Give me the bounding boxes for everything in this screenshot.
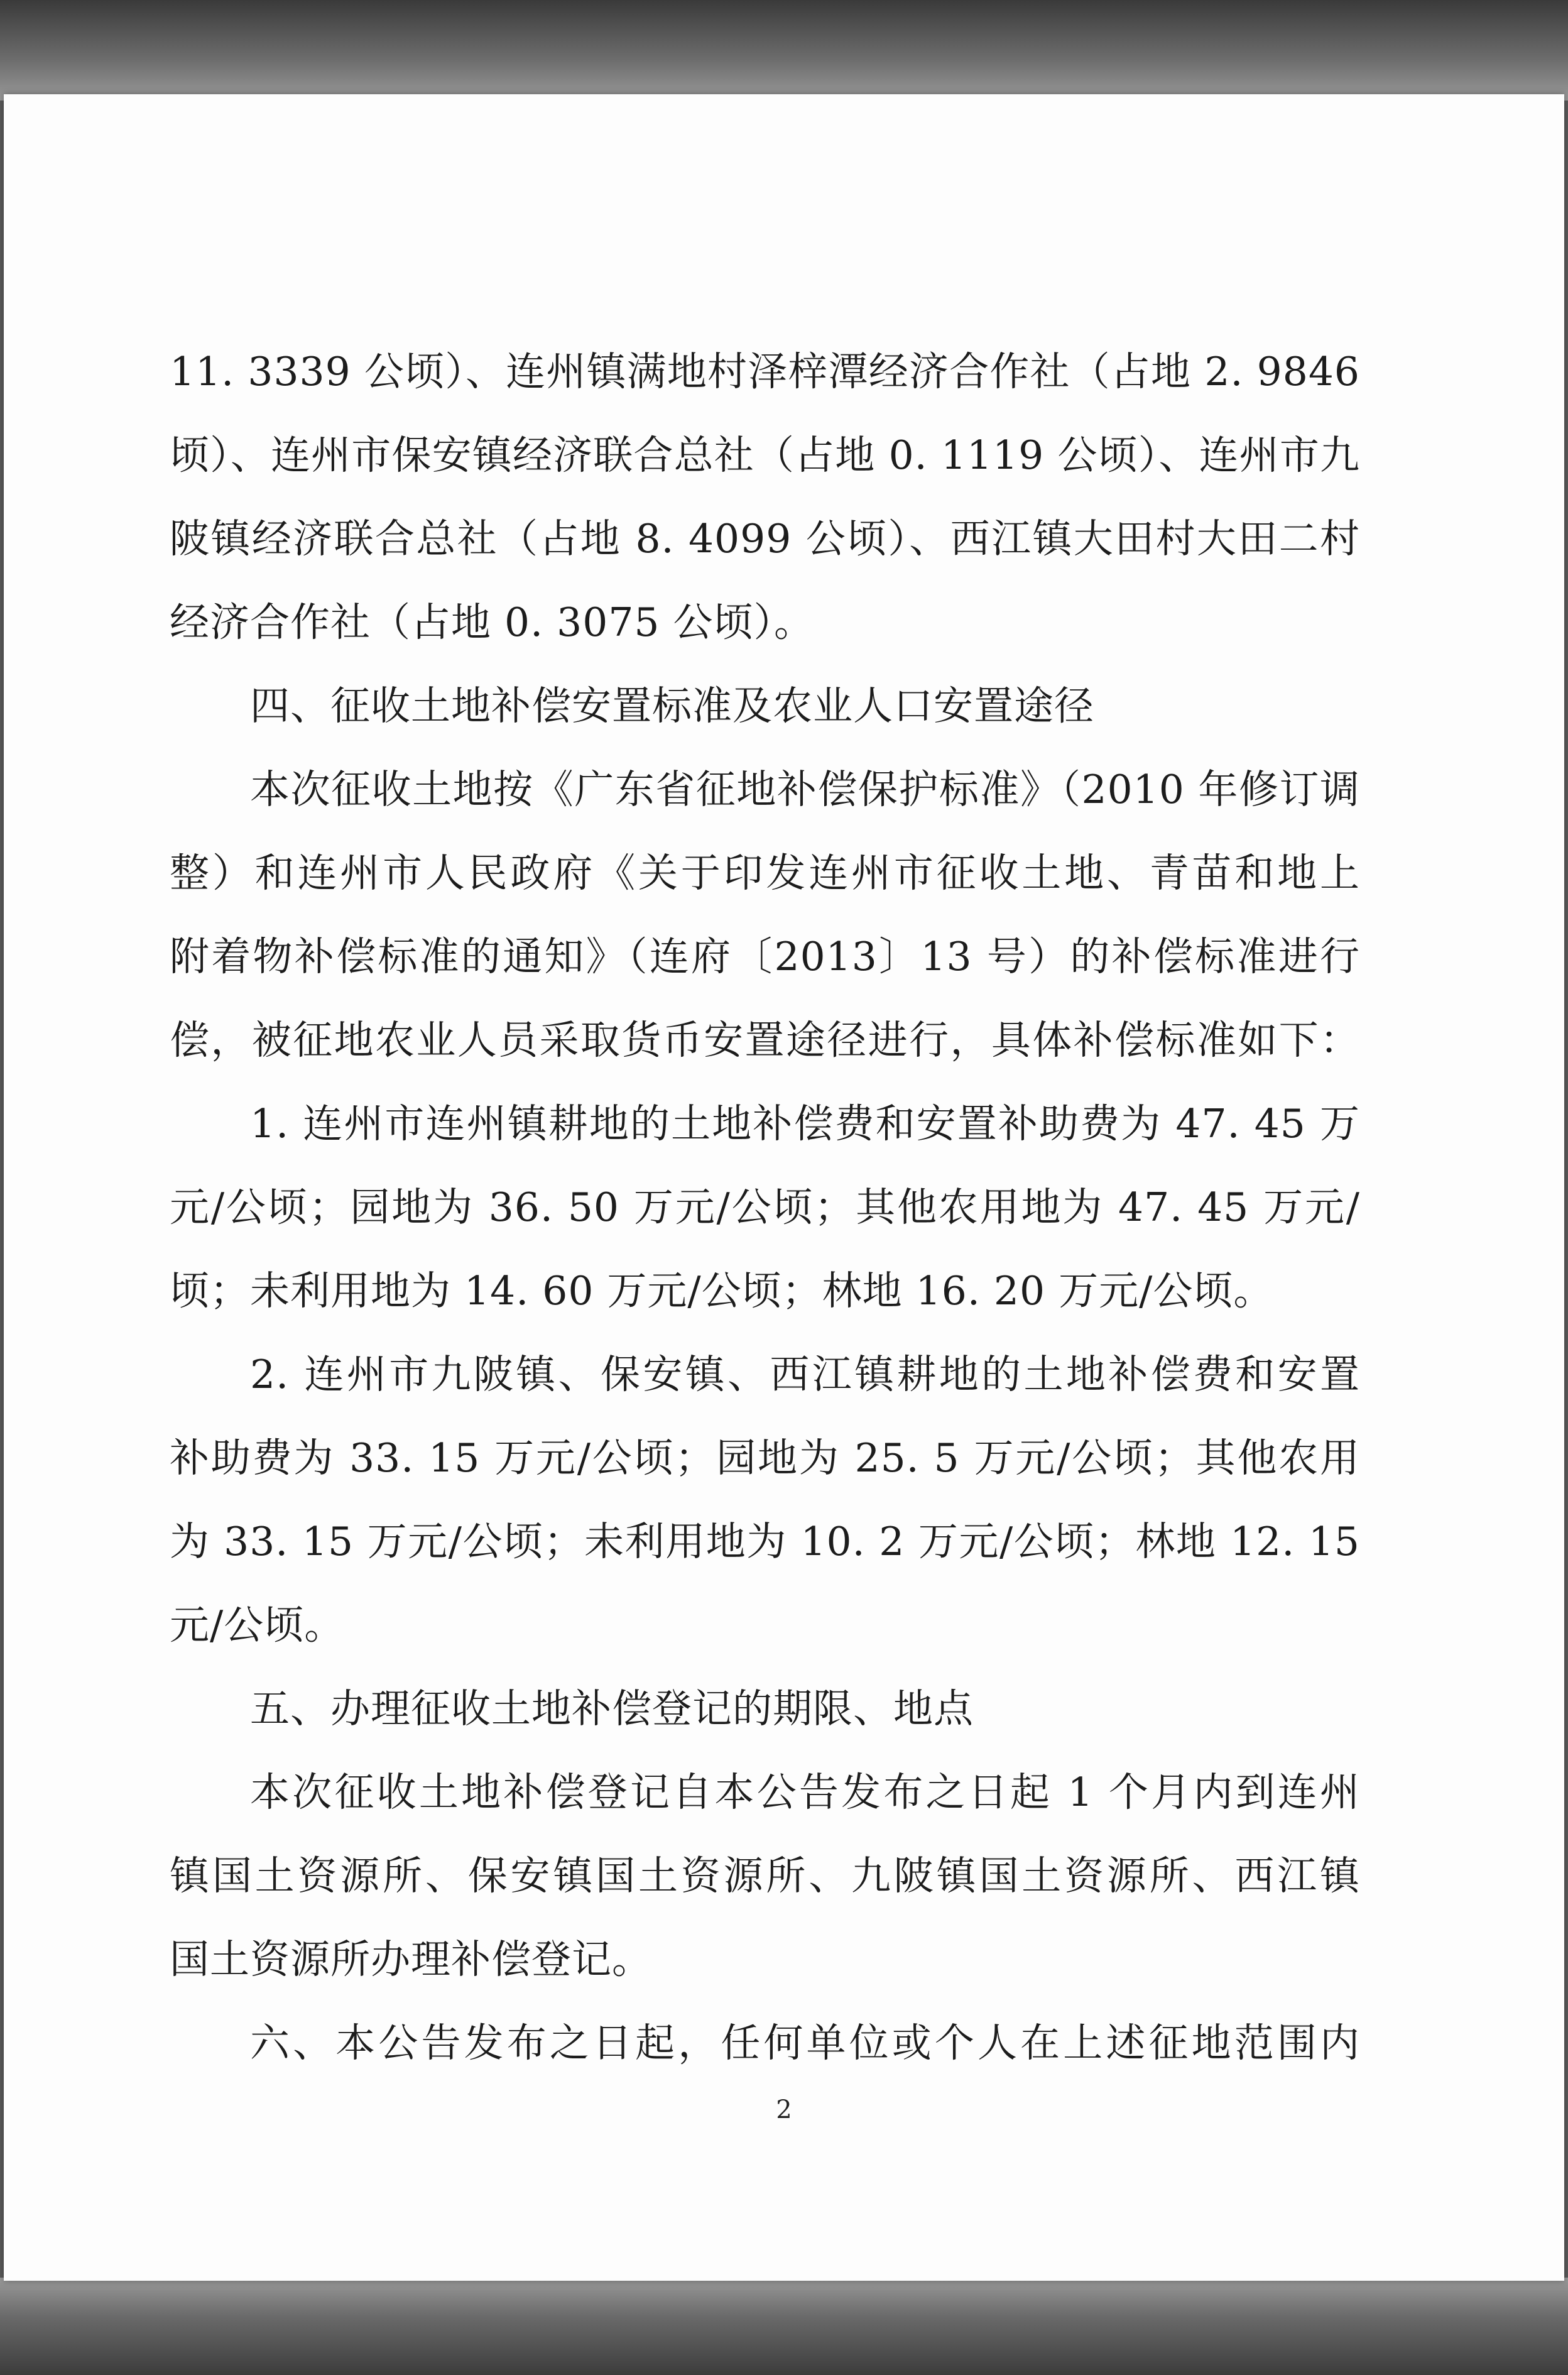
text-line: 顷；未利用地为 14. 60 万元/公顷；林地 16. 20 万元/公顷。 (170, 1268, 1274, 1314)
section-heading: 六、本公告发布之日起，任何单位或个人在上述征地范围内 (250, 2020, 1360, 2066)
text-line: 陂镇经济联合总社（占地 8. 4099 公顷）、西江镇大田村大田二村 (170, 516, 1360, 562)
text-line: 本次征收土地补偿登记自本公告发布之日起 1 个月内到连州 (250, 1769, 1360, 1815)
text-line: 附着物补偿标准的通知》（连府〔2013〕13 号）的补偿标准进行 (170, 934, 1360, 980)
section-heading: 四、征收土地补偿安置标准及农业人口安置途径 (250, 683, 1094, 729)
text-line: 补助费为 33. 15 万元/公顷；园地为 25. 5 万元/公顷；其他农用 (170, 1435, 1360, 1481)
text-line: 顷）、连州市保安镇经济联合总社（占地 0. 1119 公顷）、连州市九 (170, 432, 1360, 478)
text-line: 11. 3339 公顷）、连州镇满地村泽梓潭经济合作社（占地 2. 9846 (170, 349, 1360, 395)
text-line: 为 33. 15 万元/公顷；未利用地为 10. 2 万元/公顷；林地 12. 15 (170, 1519, 1360, 1564)
text-line: 元/公顷；园地为 36. 50 万元/公顷；其他农用地为 47. 45 万元/ (170, 1184, 1360, 1230)
text-line: 整）和连州市人民政府《关于印发连州市征收土地、青苗和地上 (170, 850, 1360, 896)
text-line: 1. 连州市连州镇耕地的土地补偿费和安置补助费为 47. 45 万 (250, 1101, 1360, 1147)
text-line: 经济合作社（占地 0. 3075 公顷）。 (170, 599, 815, 645)
text-line: 镇国土资源所、保安镇国土资源所、九陂镇国土资源所、西江镇 (170, 1853, 1360, 1899)
text-line: 国土资源所办理补偿登记。 (170, 1936, 652, 1982)
text-line: 元/公顷。 (170, 1602, 345, 1648)
page-number: 2 (776, 2095, 792, 2124)
text-line: 2. 连州市九陂镇、保安镇、西江镇耕地的土地补偿费和安置 (250, 1351, 1360, 1397)
section-heading: 五、办理征收土地补偿登记的期限、地点 (250, 1686, 974, 1732)
body-text (170, 330, 1360, 2085)
scanner-bottom-edge (0, 2278, 1568, 2375)
scanner-top-edge (0, 0, 1568, 101)
text-line: 偿，被征地农业人员采取货币安置途径进行，具体补偿标准如下： (170, 1017, 1360, 1063)
text-line: 本次征收土地按《广东省征地补偿保护标准》（2010 年修订调 (250, 767, 1360, 812)
